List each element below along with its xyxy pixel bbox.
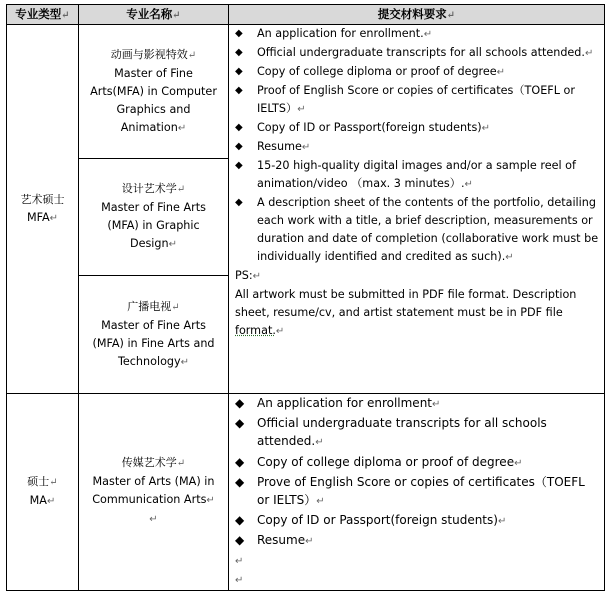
requirement-item: ◆ An application for enrollment↵ <box>235 394 600 414</box>
mfa-type-en: MFA↵ <box>26 210 59 224</box>
bullet-icon: ◆ <box>235 122 243 133</box>
major-cell-animation <box>79 25 229 159</box>
ma-type-en: MA↵ <box>29 493 56 507</box>
major-en-line: Master of Fine Arts <box>101 201 206 214</box>
requirement-item: ◆ Resume↵ <box>235 138 600 157</box>
major-en-line: Graphics and <box>116 102 191 116</box>
header-major: 专业名称↵ <box>79 5 229 25</box>
major-en-line: Arts(MFA) in Computer <box>90 84 217 98</box>
mfa-requirements-cell <box>229 25 605 394</box>
empty-paragraph: ↵ <box>149 514 158 526</box>
bullet-icon: ◆ <box>235 396 245 410</box>
major-en-line: (MFA) in Fine Arts and <box>92 336 215 350</box>
major-en-line: (MFA) in Graphic <box>107 219 200 232</box>
header-row <box>7 5 605 25</box>
bullet-icon: ◆ <box>235 513 245 528</box>
header-type: 专业类型↵ <box>7 5 79 25</box>
major-en-line: Animation↵ <box>120 120 187 134</box>
mfa-row-1 <box>7 25 605 159</box>
major-en-line: Communication Arts↵ <box>92 493 215 507</box>
empty-paragraph: ↵ <box>235 574 244 586</box>
requirement-item: ◆ Copy of college diploma or proof of degree↵ <box>235 453 600 473</box>
major-en-line: Master of Arts (MA) in <box>92 475 215 489</box>
paragraph-mark: ↵ <box>446 9 456 21</box>
ps-text: All artwork must be submitted in PDF file format. Description sheet, resume/cv, and artist statement must be in PDF file format.↵ <box>235 288 577 337</box>
ps-label: PS:↵ <box>235 269 262 282</box>
major-cell-broadcast <box>79 276 229 394</box>
bullet-icon: ◆ <box>235 141 243 152</box>
requirement-item: ◆ Proof of English Score or copies of certificates（TOEFL or IELTS）↵ <box>235 84 575 115</box>
major-cn: 广播电视↵ <box>127 299 180 313</box>
requirement-item: ◆ Official undergraduate transcripts for all schools attended.↵ <box>235 44 600 63</box>
bullet-icon: ◆ <box>235 66 243 77</box>
bullet-icon: ◆ <box>235 160 243 171</box>
major-en-line: Master of Fine <box>114 66 193 80</box>
mfa-type-cn: 艺术硕士 <box>20 192 65 206</box>
major-cn: 设计艺术学↵ <box>121 182 186 195</box>
ma-requirements-cell <box>229 394 605 591</box>
requirement-item: ◆ Copy of ID or Passport(foreign students)↵ <box>235 119 600 138</box>
major-en-line: Technology↵ <box>117 354 190 368</box>
major-en-line: Design↵ <box>129 237 178 250</box>
bullet-icon: ◆ <box>235 47 243 58</box>
requirement-item: ◆ Resume↵ <box>235 531 600 551</box>
major-cn: 传媒艺术学↵ <box>121 456 186 470</box>
mfa-type-cell <box>7 25 79 394</box>
ma-row <box>7 394 605 591</box>
major-en-line: Master of Fine Arts <box>101 318 206 332</box>
header-requirements: 提交材料要求↵ <box>229 5 605 25</box>
major-cn: 动画与影视特效↵ <box>110 47 197 61</box>
bullet-icon: ◆ <box>235 416 245 431</box>
bullet-icon: ◆ <box>235 454 245 469</box>
bullet-icon: ◆ <box>235 85 243 96</box>
bullet-icon: ◆ <box>235 474 245 489</box>
ma-type-cell <box>7 394 79 591</box>
requirement-item: ◆ Prove of English Score or copies of certificates（TOEFL or IELTS）↵ <box>235 474 585 508</box>
requirements-table <box>6 4 605 591</box>
empty-paragraph: ↵ <box>235 555 244 567</box>
requirement-item: ◆ Official undergraduate transcripts for all schools attended.↵ <box>235 416 547 449</box>
bullet-icon: ◆ <box>235 28 243 39</box>
requirement-item: ◆ An application for enrollment.↵ <box>235 25 600 44</box>
requirement-item: ◆ 15-20 high-quality digital images and/or a sample reel of animation/video （max. 3 minutes）.↵ <box>235 159 576 190</box>
major-cell-communication <box>79 394 229 591</box>
requirement-item: ◆ Copy of college diploma or proof of degree↵ <box>235 63 600 82</box>
bullet-icon: ◆ <box>235 533 245 548</box>
requirement-item: ◆ Copy of ID or Passport(foreign students)↵ <box>235 511 600 531</box>
requirement-item: ◆ A description sheet of the contents of the portfolio, detailing each work with a title, a brief description, measurements or duration and date of completion (collaborative work must be individually identified and credited as such).↵ <box>235 196 599 263</box>
paragraph-mark: ↵ <box>61 9 70 21</box>
paragraph-mark: ↵ <box>172 9 181 21</box>
bullet-icon: ◆ <box>235 197 243 208</box>
major-cell-design <box>79 159 229 276</box>
ma-type-cn: 硕士↵ <box>27 474 58 488</box>
